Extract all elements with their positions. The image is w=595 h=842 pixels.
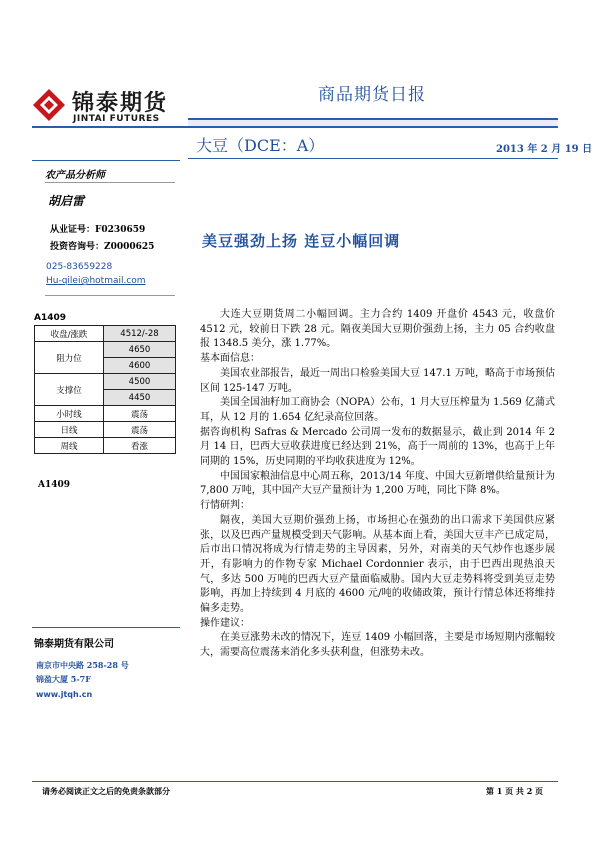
row-value: 4600 xyxy=(104,358,176,374)
table-row xyxy=(35,438,176,454)
role-underline xyxy=(45,182,175,183)
company-address-line2: 锦盈大厦 5-7F xyxy=(36,674,91,684)
company-logo xyxy=(32,86,182,126)
row-label: 阻力位 xyxy=(35,342,104,374)
license-number xyxy=(50,222,145,235)
jintai-diamond-icon xyxy=(32,88,66,122)
paragraph: 隔夜，美国大豆期价强劲上扬，市场担心在强劲的出口需求下美国供应紧张，以及巴西产量规模受到天气影响。从基本面上看，美国大豆丰产已成定局，后市出口情况将成为行情走势的主导因素，另外，对南美的天气炒作也逐步展开，有影响力的作物专家 Michael Cordonnier 表示，由于巴西出现热浪天气，多达 500 万吨的巴西大豆产量面临威胁。国内大豆走势料将受到美豆走势影响，再加上持续到 4 月底的 4600 元/吨的收储政策，预计行情总体还将维持偏多走势。 xyxy=(200,514,555,615)
license-label: 从业证号： xyxy=(50,225,96,235)
row-value: 看涨 xyxy=(104,438,176,454)
commodity-title: 大豆（DCE：A） xyxy=(196,136,325,155)
paragraph: 基本面信息： xyxy=(200,353,260,365)
contact-divider xyxy=(45,295,175,296)
report-date: 2013 年 2 月 19 日 xyxy=(496,144,593,155)
quote-table xyxy=(34,325,176,454)
row-label: 收盘/涨跌 xyxy=(35,326,104,342)
company-divider xyxy=(32,627,180,628)
company-address-line1: 南京市中央路 258-28 号 xyxy=(36,660,129,670)
consult-value: Z0000625 xyxy=(104,242,155,252)
analyst-role: 农产品分析师 xyxy=(45,170,105,181)
subheader-divider xyxy=(188,158,558,159)
article-headline: 美豆强劲上扬 连豆小幅回调 xyxy=(202,232,401,250)
company-name: 锦泰期货有限公司 xyxy=(34,639,114,650)
paragraph: 行情研判： xyxy=(200,500,250,512)
contract-code: A1409 xyxy=(34,313,67,323)
paragraph: 在美豆涨势未改的情况下，连豆 1409 小幅回落，主要是市场短期内涨幅较大，需要高位震荡来消化多头获利盘，但涨势未改。 xyxy=(200,632,555,659)
row-value: 4500 xyxy=(104,374,176,390)
paragraph: 据咨询机构 Safras & Mercado 公司周一发布的数据显示，截止到 2014 年 2 月 14 日，巴西大豆收获进度已经达到 21%，高于一周前的 13%，也高于上年同期的 15%，历史同期的平均收获进度为 12%。 xyxy=(200,426,555,468)
sidebar-divider xyxy=(32,160,180,161)
table-row xyxy=(35,406,176,422)
analyst-phone: 025-83659228 xyxy=(46,262,113,272)
analyst-email-link[interactable]: Hu-qilei@hotmail.com xyxy=(46,276,146,286)
row-label: 小时线 xyxy=(35,406,104,422)
logo-chinese-name: 锦泰期货 xyxy=(72,91,169,116)
article-body xyxy=(200,308,555,661)
report-title: 商品期货日报 xyxy=(318,85,426,105)
row-value: 震荡 xyxy=(104,406,176,422)
paragraph: 美国全国油籽加工商协会（NOPA）公布，1 月大豆压榨量为 1.569 亿蒲式耳，从 12 月的 1.654 亿纪录高位回落。 xyxy=(200,397,555,423)
row-value: 4650 xyxy=(104,342,176,358)
analyst-name: 胡启雷 xyxy=(48,194,85,208)
page-number: 第 1 页 共 2 页 xyxy=(486,786,544,796)
disclaimer-note: 请务必阅读正文之后的免责条款部分 xyxy=(42,786,170,796)
company-website-link[interactable]: www.jtqh.cn xyxy=(36,690,93,699)
license-value: F0230659 xyxy=(95,225,146,235)
paragraph: 美国农业部报告，最近一周出口检验美国大豆 147.1 万吨，略高于市场预估区间 125-147 万吨。 xyxy=(200,367,555,394)
table-row xyxy=(35,422,176,438)
logo-english-name: JINTAI FUTURES xyxy=(73,114,160,124)
consult-label: 投资咨询号： xyxy=(50,242,105,252)
paragraph: 操作建议： xyxy=(200,617,250,629)
row-value: 4450 xyxy=(104,390,176,406)
table-row xyxy=(35,374,176,390)
paragraph: 中国国家粮油信息中心周五称，2013/14 年度、中国大豆新增供给量预计为 7,800 万吨，其中国产大豆产量预计为 1,200 万吨，同比下降 8%。 xyxy=(200,470,555,497)
chart-contract-code: A1409 xyxy=(38,480,71,490)
row-label: 日线 xyxy=(35,422,104,438)
table-row xyxy=(35,342,176,358)
paragraph: 大连大豆期货周二小幅回调。主力合约 1409 开盘价 4543 元，收盘价 4512 元，较前日下跌 28 元。隔夜美国大豆期价强劲上扬，主力 05 合约收盘报 1348.5 美分，涨 1.77%。 xyxy=(200,309,555,350)
row-label: 周线 xyxy=(35,438,104,454)
table-row xyxy=(35,326,176,342)
header-divider xyxy=(32,126,558,128)
consult-number xyxy=(50,239,154,252)
footer-divider xyxy=(32,781,558,782)
row-value: 震荡 xyxy=(104,422,176,438)
row-value: 4512/-28 xyxy=(104,326,176,342)
row-label: 支撑位 xyxy=(35,374,104,406)
